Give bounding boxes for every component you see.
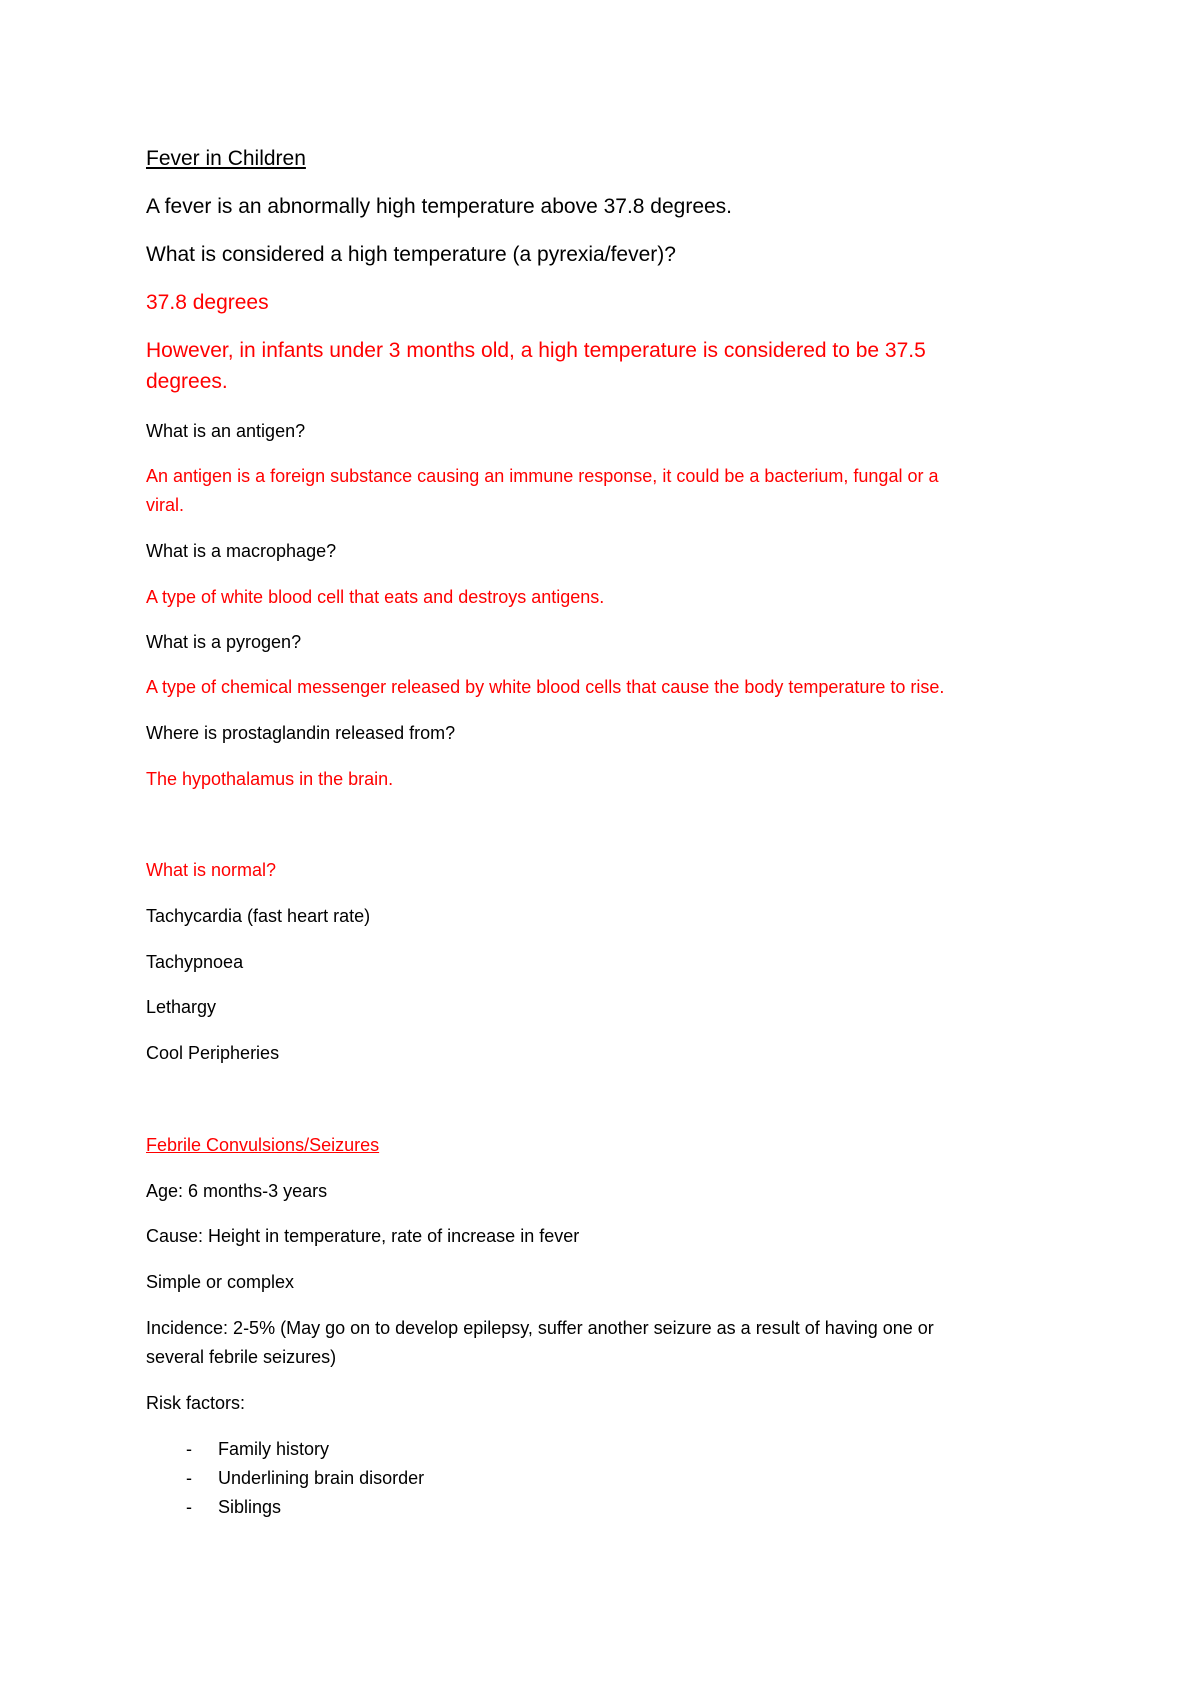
answer-antigen-line-1: An antigen is a foreign substance causing an immune response, it could be a bacterium, fungal or a: [146, 466, 939, 486]
answer-antigen-line-2: viral.: [146, 495, 185, 515]
document-title: Fever in Children: [146, 147, 306, 170]
normal-item: Lethargy: [146, 997, 217, 1017]
bullet: -: [186, 1439, 192, 1459]
bullet: -: [186, 1497, 192, 1517]
list-item-text: Siblings: [218, 1497, 282, 1517]
answer-high-temperature: 37.8 degrees: [146, 291, 269, 314]
answer-macrophage: A type of white blood cell that eats and destroys antigens.: [146, 587, 605, 607]
question-macrophage: What is a macrophage?: [146, 541, 337, 561]
question-high-temperature: What is considered a high temperature (a pyrexia/fever)?: [146, 243, 676, 266]
answer-infants-line-2: degrees.: [146, 370, 228, 393]
list-item-text: Family history: [218, 1439, 330, 1459]
question-normal: What is normal?: [146, 860, 277, 880]
question-antigen: What is an antigen?: [146, 421, 306, 441]
answer-pyrogen: A type of chemical messenger released by white blood cells that cause the body temperature to rise.: [146, 677, 945, 697]
list-item-text: Underlining brain disorder: [218, 1468, 425, 1488]
intro-text: A fever is an abnormally high temperature above 37.8 degrees.: [146, 195, 733, 218]
risk-factors-label: Risk factors:: [146, 1393, 246, 1413]
incidence-line-2: several febrile seizures): [146, 1347, 337, 1367]
normal-item: Tachycardia (fast heart rate): [146, 906, 371, 926]
answer-infants-line-1: However, in infants under 3 months old, a high temperature is considered to be 37.5: [146, 339, 926, 362]
answer-prostaglandin: The hypothalamus in the brain.: [146, 769, 394, 789]
normal-item: Cool Peripheries: [146, 1043, 280, 1063]
cause-text: Cause: Height in temperature, rate of increase in fever: [146, 1226, 580, 1246]
normal-item: Tachypnoea: [146, 952, 244, 972]
simple-complex-text: Simple or complex: [146, 1272, 295, 1292]
question-prostaglandin: Where is prostaglandin released from?: [146, 723, 456, 743]
question-pyrogen: What is a pyrogen?: [146, 632, 302, 652]
incidence-line-1: Incidence: 2-5% (May go on to develop epilepsy, suffer another seizure as a result of having one or: [146, 1318, 934, 1338]
section-title-febrile: Febrile Convulsions/Seizures: [146, 1135, 380, 1155]
bullet: -: [186, 1468, 192, 1488]
age-text: Age: 6 months-3 years: [146, 1181, 328, 1201]
